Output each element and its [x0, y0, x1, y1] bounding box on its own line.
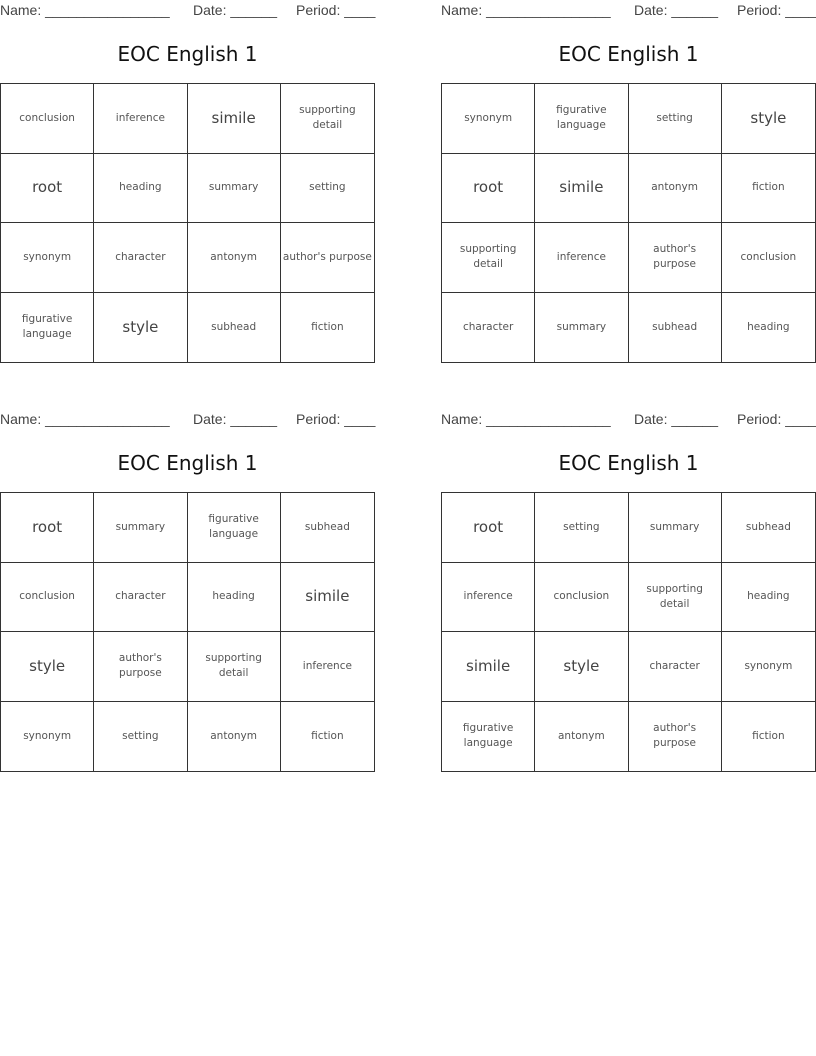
bingo-cell[interactable]: style: [535, 632, 628, 702]
bingo-cell[interactable]: fiction: [311, 320, 344, 333]
period-field[interactable]: Period: ____: [737, 2, 816, 18]
bingo-cell[interactable]: synonym: [442, 84, 535, 154]
bingo-cell[interactable]: supporting detail: [188, 632, 281, 702]
period-field[interactable]: Period: ____: [296, 2, 376, 18]
bingo-cell[interactable]: antonym: [188, 223, 281, 293]
bingo-cell[interactable]: fiction: [722, 154, 815, 224]
bingo-cell[interactable]: synonym: [722, 632, 815, 702]
bingo-cell[interactable]: root: [1, 154, 94, 224]
bingo-cell[interactable]: author's purpose: [629, 702, 722, 772]
bingo-grid: [0, 492, 375, 772]
bingo-cell[interactable]: summary: [629, 493, 722, 563]
bingo-cell[interactable]: fiction: [752, 729, 785, 742]
bingo-cell[interactable]: supporting detail: [442, 223, 535, 293]
bingo-cell[interactable]: conclusion: [722, 223, 815, 293]
bingo-cell[interactable]: heading: [747, 320, 790, 333]
bingo-cell[interactable]: style: [722, 84, 815, 154]
bingo-cell[interactable]: character: [94, 223, 187, 293]
bingo-cell[interactable]: inference: [442, 563, 535, 633]
bingo-cell[interactable]: style: [1, 632, 94, 702]
bingo-cell[interactable]: summary: [94, 493, 187, 563]
bingo-cell[interactable]: root: [1, 493, 94, 563]
bingo-cell[interactable]: inference: [535, 223, 628, 293]
bingo-cell[interactable]: subhead: [188, 293, 281, 363]
bingo-cell[interactable]: simile: [442, 632, 535, 702]
bingo-cell[interactable]: simile: [188, 84, 281, 154]
card-header: [0, 409, 375, 429]
bingo-card-3: [0, 409, 375, 773]
card-title: EOC English 1: [558, 451, 699, 475]
card-title: EOC English 1: [117, 42, 258, 66]
bingo-cell[interactable]: supporting detail: [281, 84, 374, 154]
bingo-cell[interactable]: synonym: [1, 702, 94, 772]
card-header: [441, 409, 816, 429]
bingo-cell[interactable]: figurative language: [188, 493, 281, 563]
bingo-cell[interactable]: root: [442, 493, 535, 563]
bingo-cell[interactable]: conclusion: [1, 563, 94, 633]
card-title: EOC English 1: [117, 451, 258, 475]
bingo-cell[interactable]: figurative language: [442, 702, 535, 772]
bingo-cell[interactable]: heading: [94, 154, 187, 224]
bingo-cell[interactable]: setting: [535, 493, 628, 563]
bingo-cell[interactable]: setting: [94, 702, 187, 772]
bingo-cell[interactable]: character: [629, 632, 722, 702]
bingo-cell[interactable]: summary: [188, 154, 281, 224]
bingo-cell[interactable]: conclusion: [535, 563, 628, 633]
bingo-cell[interactable]: simile: [535, 154, 628, 224]
bingo-cell[interactable]: author's purpose: [629, 223, 722, 293]
card-title: EOC English 1: [558, 42, 699, 66]
bingo-cell[interactable]: summary: [535, 293, 628, 363]
bingo-cell[interactable]: style: [94, 293, 187, 363]
name-field[interactable]: Name: ________________: [441, 2, 611, 18]
date-field[interactable]: Date: ______: [634, 411, 719, 427]
bingo-cell[interactable]: setting: [629, 84, 722, 154]
bingo-cell[interactable]: fiction: [311, 729, 344, 742]
bingo-cell[interactable]: antonym: [535, 702, 628, 772]
bingo-cell[interactable]: heading: [722, 563, 815, 633]
card-header: [0, 0, 375, 20]
bingo-cell[interactable]: author's purpose: [281, 223, 374, 293]
bingo-cell[interactable]: figurative language: [535, 84, 628, 154]
name-field[interactable]: Name: ________________: [441, 411, 611, 427]
date-field[interactable]: Date: ______: [634, 2, 719, 18]
bingo-cell[interactable]: heading: [188, 563, 281, 633]
bingo-cell[interactable]: simile: [281, 563, 374, 633]
period-field[interactable]: Period: ____: [737, 411, 816, 427]
bingo-cell[interactable]: inference: [94, 84, 187, 154]
date-field[interactable]: Date: ______: [193, 411, 278, 427]
bingo-cell[interactable]: synonym: [1, 223, 94, 293]
bingo-cell[interactable]: antonym: [629, 154, 722, 224]
bingo-cell[interactable]: antonym: [188, 702, 281, 772]
bingo-card-1: [0, 0, 375, 364]
bingo-cell[interactable]: inference: [281, 632, 374, 702]
bingo-grid: [0, 83, 375, 363]
bingo-grid: [441, 492, 816, 772]
bingo-cell[interactable]: subhead: [722, 493, 815, 563]
bingo-cell[interactable]: subhead: [281, 493, 374, 563]
bingo-cell[interactable]: character: [94, 563, 187, 633]
bingo-cell[interactable]: subhead: [629, 293, 722, 363]
bingo-cell[interactable]: root: [442, 154, 535, 224]
card-header: [441, 0, 816, 20]
bingo-cell[interactable]: setting: [281, 154, 374, 224]
bingo-card-4: [441, 409, 816, 773]
date-field[interactable]: Date: ______: [193, 2, 278, 18]
bingo-cell[interactable]: conclusion: [1, 84, 94, 154]
bingo-cell[interactable]: figurative language: [1, 293, 94, 363]
bingo-card-2: [441, 0, 816, 364]
period-field[interactable]: Period: ____: [296, 411, 376, 427]
bingo-cell[interactable]: character: [442, 293, 535, 363]
bingo-grid: [441, 83, 816, 363]
bingo-cell[interactable]: supporting detail: [629, 563, 722, 633]
name-field[interactable]: Name: ________________: [0, 2, 170, 18]
bingo-cell[interactable]: author's purpose: [94, 632, 187, 702]
name-field[interactable]: Name: ________________: [0, 411, 170, 427]
